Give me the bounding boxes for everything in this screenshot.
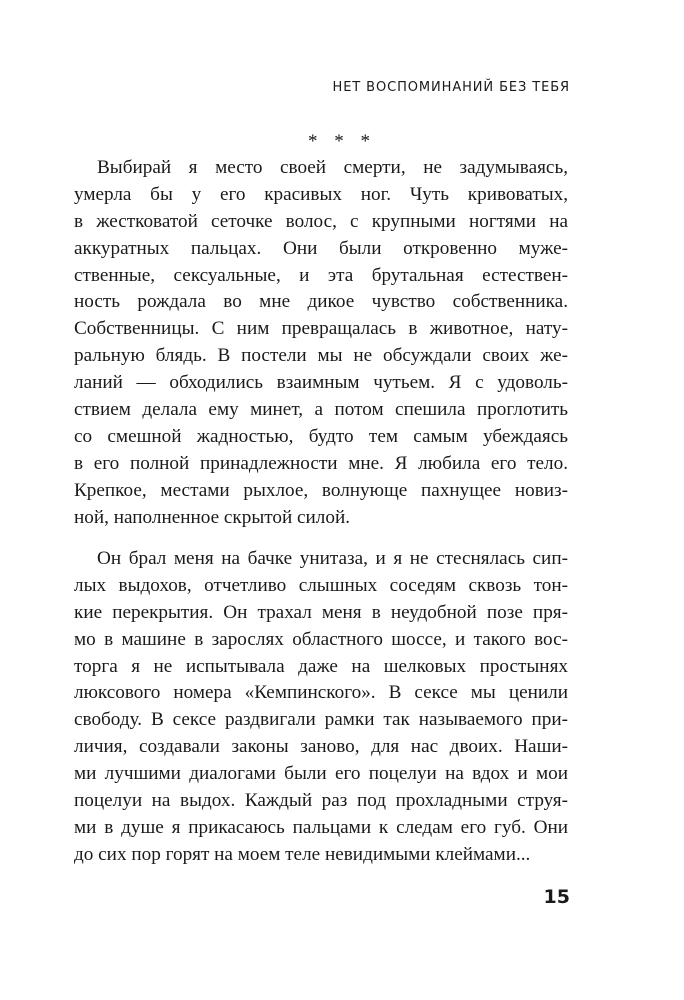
text-line: аккуратных пальцах. Они были откровенно муже- [74, 237, 568, 259]
text-line: умерла бы у его красивых ног. Чуть кривоватых, [74, 183, 568, 205]
text-line: ной, наполненное скрытой силой. [74, 506, 351, 528]
section-separator: * * * [308, 131, 376, 152]
text-line: Крепкое, местами рыхлое, волнующе пахнущее новиз- [74, 479, 568, 501]
text-line: личия, создавали законы заново, для нас двоих. Наши- [74, 736, 568, 758]
text-line: Он брал меня на бачке унитаза, и я не стеснялась сип- [97, 548, 568, 569]
text-line: люксового номера «Кемпинского». В сексе мы ценили [74, 682, 568, 704]
text-line: в жестковатой сеточке волос, с крупными ногтями на [74, 210, 568, 232]
text-line: до сих пор горят на моем теле невидимыми клеймами... [74, 843, 531, 865]
text-line: лых выдохов, отчетливо слышных соседям сквозь тон- [74, 574, 568, 596]
page-number: 15 [543, 886, 570, 908]
text-line: торга я не испытывала даже на шелковых простынях [74, 655, 568, 677]
text-line: ми лучшими диалогами были его поцелуи на вдох и мои [74, 763, 568, 785]
text-line: ственные, сексуальные, и эта брутальная естествен- [74, 264, 568, 286]
paragraph-1 [74, 155, 568, 531]
text-line: ми в душе я прикасаюсь пальцами к следам его губ. Они [74, 816, 568, 838]
text-line: ствием делала ему минет, а потом спешила проглотить [74, 399, 568, 421]
text-line: ланий — обходились взаимным чутьем. Я с удоволь- [74, 372, 568, 394]
text-line: со смешной жадностью, будто тем самым убеждаясь [74, 425, 568, 447]
running-head: НЕТ ВОСПОМИНАНИЙ БЕЗ ТЕБЯ [332, 80, 570, 95]
text-line: ность рождала во мне дикое чувство собственника. [74, 291, 568, 313]
paragraph-2 [74, 546, 568, 869]
text-line: мо в машине в зарослях областного шоссе, и такого вос- [74, 628, 568, 650]
text-line: в его полной принадлежности мне. Я любила его тело. [74, 452, 568, 474]
text-line: Выбирай я место своей смерти, не задумываясь, [97, 157, 568, 178]
text-line: Собственницы. С ним превращалась в животное, нату- [74, 318, 568, 340]
text-line: поцелуи на выдох. Каждый раз под прохладными струя- [74, 790, 568, 812]
text-line: ральную блядь. В постели мы не обсуждали своих же- [74, 345, 568, 367]
text-line: кие перекрытия. Он трахал меня в неудобной позе пря- [74, 601, 568, 623]
text-line: свободу. В сексе раздвигали рамки так называемого при- [74, 709, 568, 731]
